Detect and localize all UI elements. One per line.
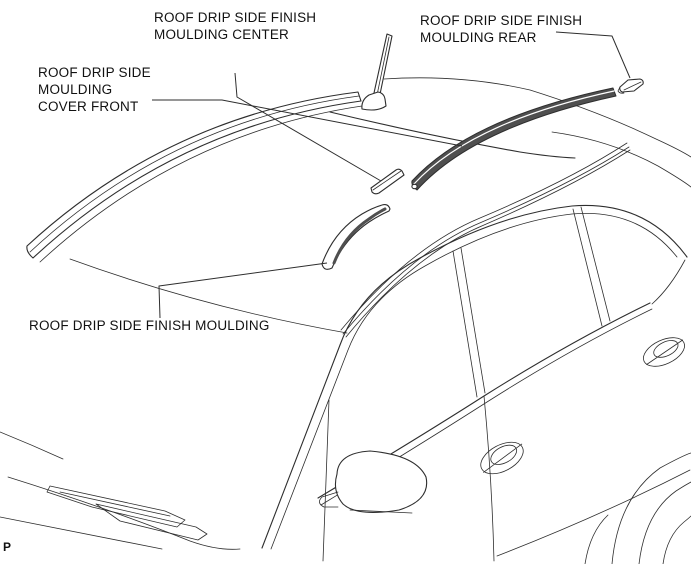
cowl-line-1 xyxy=(8,477,240,549)
rear-moulding-part xyxy=(412,88,616,190)
label-line: ROOF DRIP SIDE FINISH xyxy=(154,10,317,25)
figure-code: P xyxy=(3,540,12,554)
label-finish-moulding xyxy=(29,317,270,334)
front-door-handle xyxy=(476,435,530,480)
mirror-foot xyxy=(319,492,338,507)
rear-moulding-body xyxy=(412,88,616,190)
rear-handle-bezel xyxy=(639,332,689,372)
rear-door-seam xyxy=(484,396,494,561)
roof-drip-rail-front-line xyxy=(40,106,362,262)
wiper-arm xyxy=(96,504,207,540)
front-handle-bar xyxy=(480,444,525,472)
c-pillar-line-2 xyxy=(581,207,610,321)
antenna-base xyxy=(362,92,386,110)
label-line: COVER FRONT xyxy=(38,99,139,114)
antenna-mast-line xyxy=(376,37,389,100)
drip-rail-line-1 xyxy=(341,143,627,330)
rear-moulding-end-face xyxy=(412,184,417,188)
c-pillar-line-1 xyxy=(573,209,602,326)
label-line: MOULDING CENTER xyxy=(154,27,290,42)
wiper-blade xyxy=(47,486,185,527)
label-line: MOULDING REAR xyxy=(420,30,537,45)
rear-handle-bar xyxy=(644,340,686,365)
leader-finish-moulding xyxy=(159,263,327,318)
quarter-window-edge xyxy=(652,260,685,304)
front-door-seam xyxy=(323,400,329,561)
rear-spoiler-line xyxy=(552,132,691,187)
rear-handle-grip xyxy=(651,337,680,361)
roof-antenna xyxy=(362,34,392,110)
finish-moulding-part xyxy=(322,205,390,270)
label-line: ROOF DRIP SIDE xyxy=(38,65,151,80)
drip-rail-line-2 xyxy=(343,147,629,334)
rear-door-handle xyxy=(639,332,689,372)
hood-edge xyxy=(0,432,63,459)
label-moulding-center xyxy=(154,9,316,43)
windshield-wiper xyxy=(47,486,207,540)
center-moulding-part xyxy=(371,169,404,194)
rear-cap-body xyxy=(620,79,643,92)
side-mirror xyxy=(319,451,426,513)
center-moulding-body xyxy=(371,169,404,194)
rear-cap-part xyxy=(618,79,643,93)
leader-center xyxy=(235,73,381,181)
mirror-body xyxy=(335,451,426,512)
front-handle-bezel xyxy=(476,436,529,481)
wheel-arch-line-1 xyxy=(612,453,691,564)
body-crease xyxy=(497,470,690,556)
cowl-line-2 xyxy=(0,517,162,549)
wheel-arch-line-0 xyxy=(585,515,608,564)
finish-moulding-body xyxy=(322,205,390,270)
label-cover-front xyxy=(38,64,151,115)
label-line: ROOF DRIP SIDE FINISH xyxy=(420,13,583,28)
label-moulding-rear xyxy=(420,12,582,46)
wheel-arch-line-3 xyxy=(663,516,691,564)
label-line: ROOF DRIP SIDE FINISH MOULDING xyxy=(29,318,270,333)
label-line: MOULDING xyxy=(38,82,113,97)
